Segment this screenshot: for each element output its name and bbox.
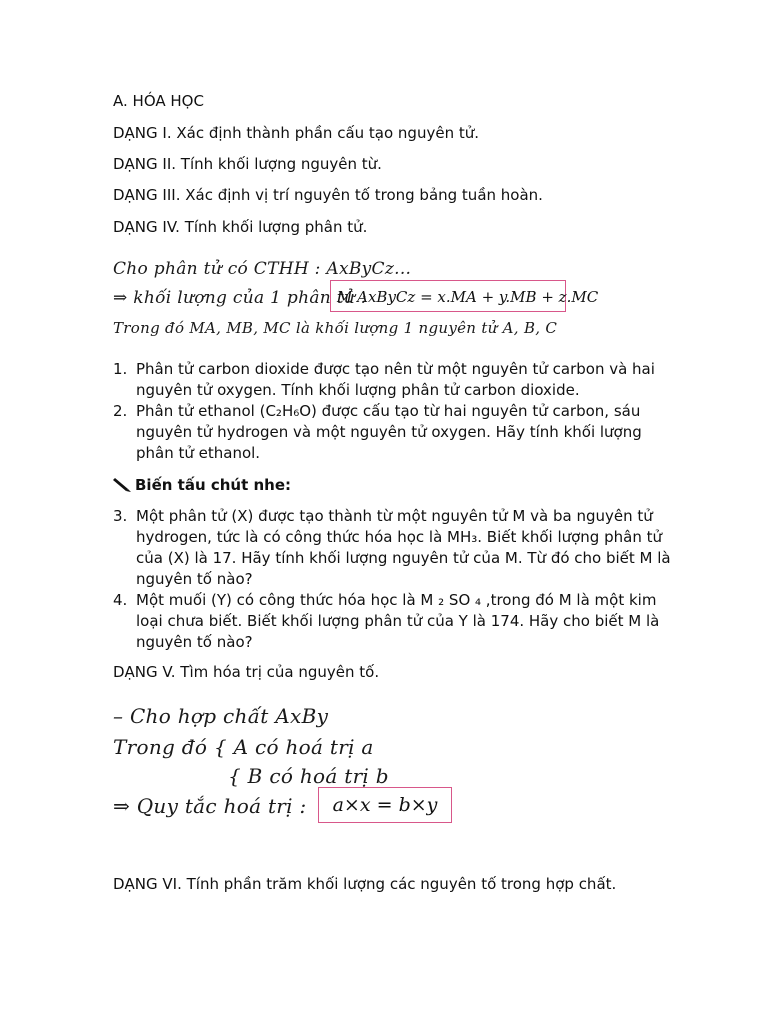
hw-note-line-1: Cho phân tử có CTHH : AxByCz... — [113, 259, 412, 279]
type-5-heading: DẠNG V. Tìm hóa trị của nguyên tố. — [113, 663, 380, 681]
type-4-heading: DẠNG IV. Tính khối lượng phân tử. — [113, 218, 368, 236]
variation-title: Biến tấu chút nhe: — [135, 476, 292, 494]
section-title: A. HÓA HỌC — [113, 92, 204, 110]
hw-valence-formula-box: a×x = b×y — [318, 787, 452, 823]
exercise-number: 1. — [113, 360, 128, 378]
hw-valence-line-2: Trong đó { A có hoá trị a — [113, 735, 374, 759]
type-1-heading: DẠNG I. Xác định thành phần cấu tạo nguyên tử. — [113, 124, 479, 142]
hw-note-line-2: ⇒ khối lượng của 1 phân tử : — [113, 288, 367, 308]
exercise-number: 4. — [113, 591, 128, 609]
exercise-list-1 — [113, 359, 683, 464]
exercise-item — [113, 401, 683, 464]
exercise-text: Một phân tử (X) được tạo thành từ một nguyên tử M và ba nguyên tử hydrogen, tức là có công thức hóa học là MH₃. Biết khối lượng phân tử của (X) là 17. Hãy tính khối lượng nguyên tử của M. Từ đó cho biết M là nguyên tố nào? — [136, 507, 671, 588]
pencil-icon — [113, 476, 131, 492]
exercise-text: Phân tử carbon dioxide được tạo nên từ một nguyên tử carbon và hai nguyên tử oxygen. Tính khối lượng phân tử carbon dioxide. — [136, 360, 655, 399]
exercise-item — [113, 506, 683, 590]
exercise-text: Một muối (Y) có công thức hóa học là M ₂ SO ₄ ,trong đó M là một kim loại chưa biết. Biết khối lượng phân tử của Y là 174. Hãy cho biết M là nguyên tố nào? — [136, 591, 660, 651]
exercise-number: 2. — [113, 402, 128, 420]
type-6-heading: DẠNG VI. Tính phần trăm khối lượng các nguyên tố trong hợp chất. — [113, 875, 617, 893]
exercise-number: 3. — [113, 507, 128, 525]
hw-note-line-3: Trong đó MA, MB, MC là khối lượng 1 nguyên tử A, B, C — [113, 319, 558, 337]
exercise-list-2 — [113, 506, 683, 653]
hw-valence-line-4: ⇒ Quy tắc hoá trị : — [113, 794, 307, 818]
exercise-text: Phân tử ethanol (C₂H₆O) được cấu tạo từ hai nguyên tử carbon, sáu nguyên tử hydrogen và một nguyên tử oxygen. Hãy tính khối lượng phân tử ethanol. — [136, 402, 642, 462]
hw-valence-line-3: { B có hoá trị b — [228, 764, 389, 788]
variation-heading — [113, 475, 291, 496]
type-2-heading: DẠNG II. Tính khối lượng nguyên từ. — [113, 155, 382, 173]
hw-formula-box: M AxByCz = x.MA + y.MB + z.MC — [330, 280, 566, 312]
type-3-heading: DẠNG III. Xác định vị trí nguyên tố trong bảng tuần hoàn. — [113, 186, 543, 204]
exercise-item — [113, 590, 683, 653]
exercise-item — [113, 359, 683, 401]
hw-valence-line-1: – Cho hợp chất AxBy — [113, 704, 329, 728]
